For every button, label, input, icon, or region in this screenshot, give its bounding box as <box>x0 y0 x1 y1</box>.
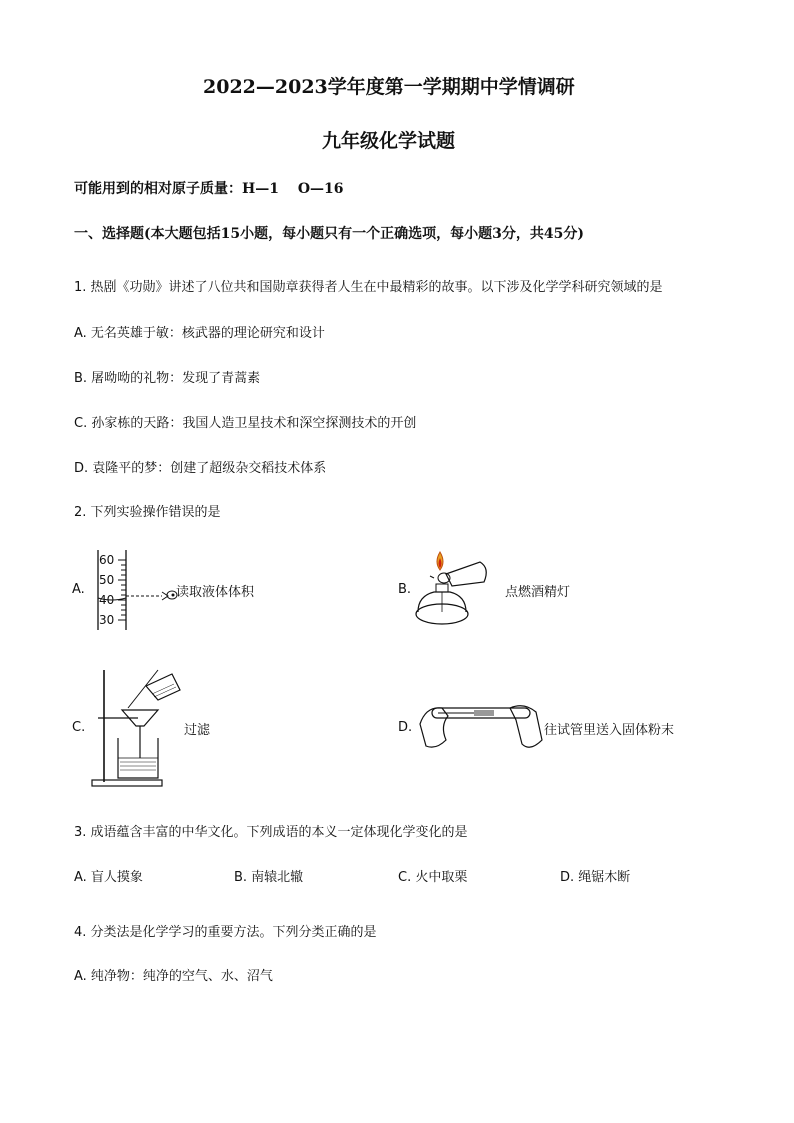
tick-label-60: 60 <box>99 553 115 567</box>
q3-option-d: D. 绳锯木断 <box>560 870 631 885</box>
q1-stem: 1. 热剧《功勋》讲述了八位共和国勋章获得者人生在中最精彩的故事。以下涉及化学学科研究领域的是 <box>74 280 663 295</box>
q4-stem: 4. 分类法是化学学习的重要方法。下列分类正确的是 <box>74 925 377 940</box>
tick-label-40: 40 <box>99 593 115 607</box>
page-title: 2022—2023学年度第一学期期中学情调研 <box>203 76 575 98</box>
q2-c-caption: 过滤 <box>184 723 211 738</box>
q3-option-c: C. 火中取栗 <box>398 870 468 885</box>
section-heading: 一、选择题(本大题包括15小题，每小题只有一个正确选项，每小题3分，共45分) <box>74 226 584 242</box>
page-subtitle: 九年级化学试题 <box>322 130 456 152</box>
q1-option-a: A. 无名英雄于敏：核武器的理论研究和设计 <box>74 326 325 341</box>
q2-c-label: C. <box>72 720 86 735</box>
q2-b-caption: 点燃酒精灯 <box>505 585 571 600</box>
q4-option-a: A. 纯净物：纯净的空气、水、沼气 <box>74 969 273 984</box>
q2-d-label: D. <box>398 720 413 735</box>
q1-option-d: D. 袁隆平的梦：创建了超级杂交稻技术体系 <box>74 461 327 476</box>
tick-label-50: 50 <box>99 573 115 587</box>
q2-a-label: A. <box>72 582 85 597</box>
q2-stem: 2. 下列实验操作错误的是 <box>74 505 221 520</box>
q3-option-a: A. 盲人摸象 <box>74 870 143 885</box>
alcohol-lamp-figure <box>410 548 500 634</box>
atomic-mass-note: 可能用到的相对原子质量：H—1 O—16 <box>74 181 344 197</box>
filtration-figure <box>88 666 188 790</box>
q1-option-b: B. 屠呦呦的礼物：发现了青蒿素 <box>74 371 261 386</box>
q2-a-caption: 读取液体体积 <box>176 585 255 600</box>
test-tube-powder-figure <box>418 694 544 760</box>
q2-d-caption: 往试管里送入固体粉末 <box>544 723 675 738</box>
tick-label-30: 30 <box>99 613 115 627</box>
q3-option-b: B. 南辕北辙 <box>234 870 304 885</box>
q2-b-label: B. <box>398 582 412 597</box>
q3-stem: 3. 成语蕴含丰富的中华文化。下列成语的本义一定体现化学变化的是 <box>74 825 468 840</box>
q1-option-c: C. 孙家栋的天路：我国人造卫星技术和深空探测技术的开创 <box>74 416 417 431</box>
